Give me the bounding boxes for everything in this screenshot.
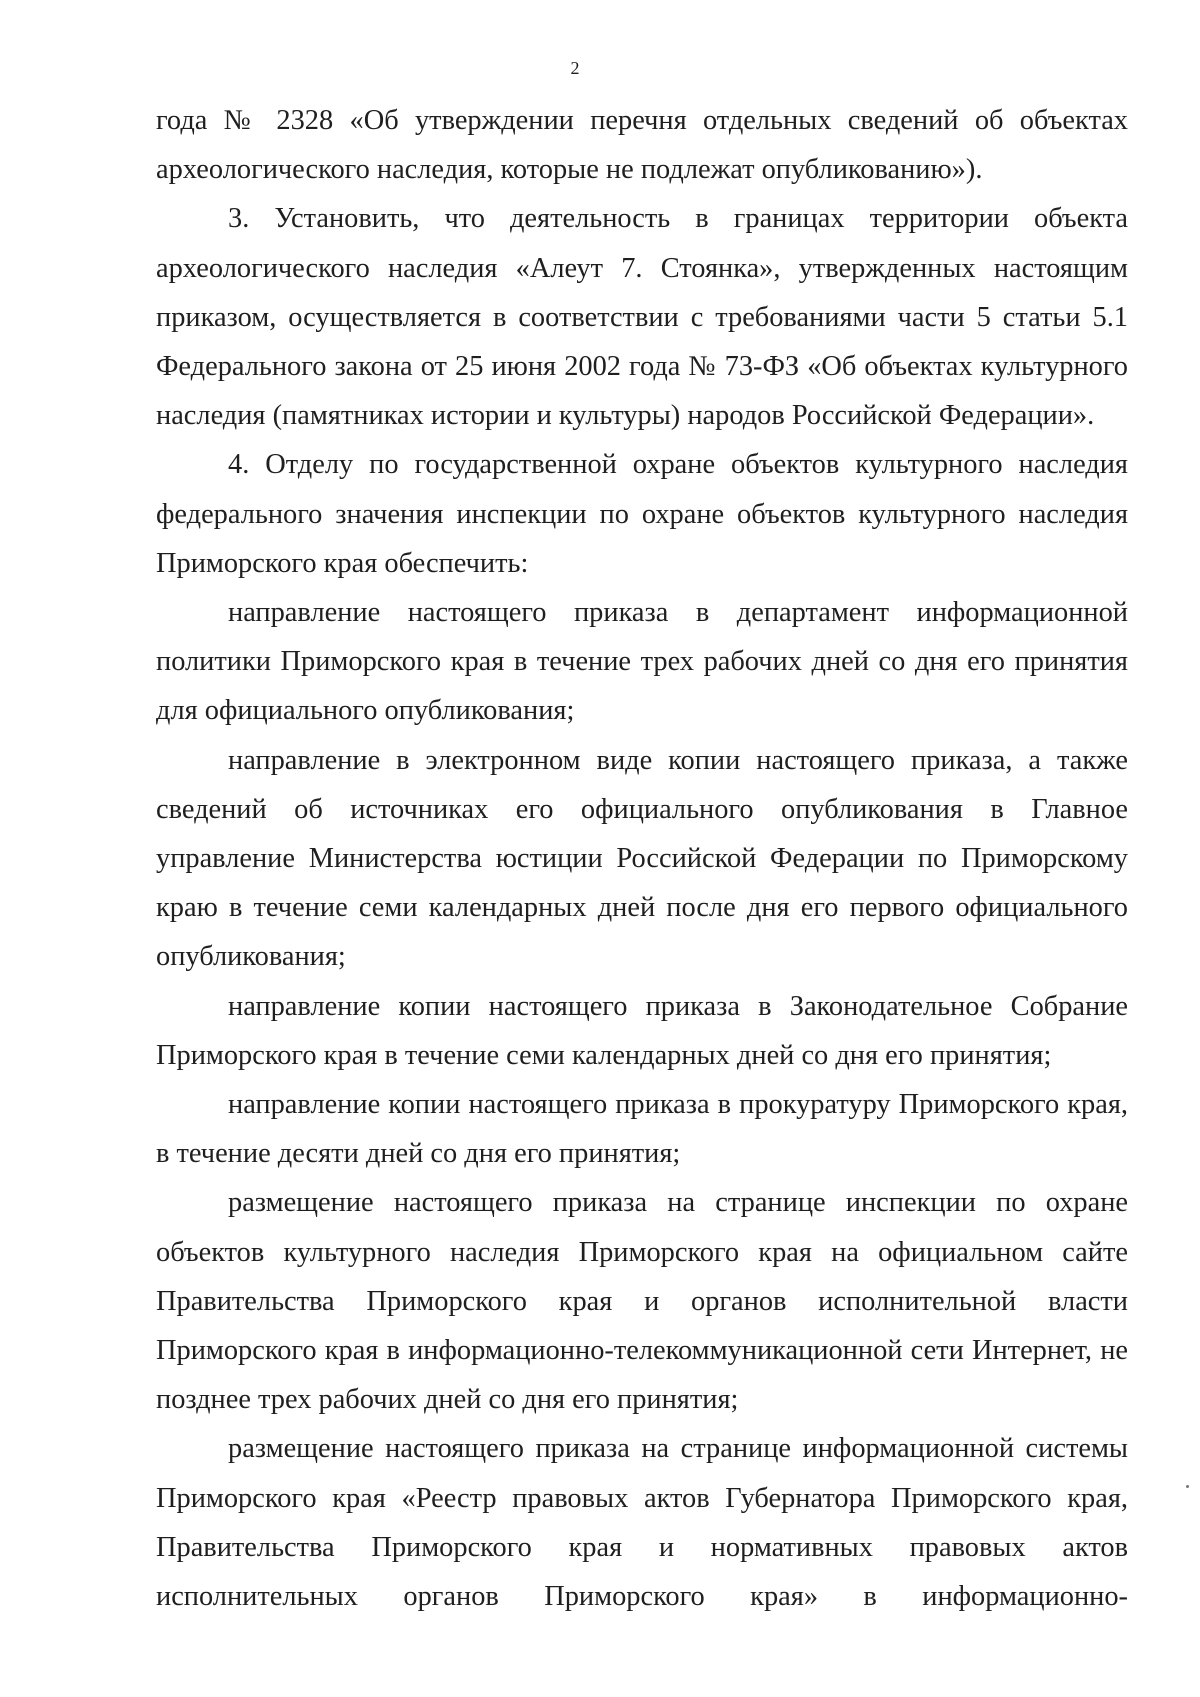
document-body xyxy=(156,96,1128,1621)
paragraph-legislative-assembly: направление копии настоящего приказа в Законодательное Собрание Приморского края в течение семи календарных дней со дня его принятия; xyxy=(156,990,1128,1071)
paragraph-ministry-of-justice: направление в электронном виде копии настоящего приказа, а также сведений об источниках его официального опубликования в Главное управление Министерства юстиции Российской Федерации по Приморскому краю в течение семи календарных дней после дня его первого официального опубликования; xyxy=(156,744,1128,973)
paragraph-official-website: размещение настоящего приказа на странице инспекции по охране объектов культурного наследия Приморского края на официальном сайте Правительства Приморского края и органов исполнительной власти Приморского края в информационно-телекоммуникационной сети Интернет, не позднее трех рабочих дней со дня его принятия; xyxy=(156,1187,1128,1416)
paragraph-prosecutor-office: направление копии настоящего приказа в прокуратуру Приморского края, в течение десяти дней со дня его принятия; xyxy=(156,1089,1128,1170)
page-number: 2 xyxy=(570,58,580,78)
paragraph-publication-department: направление настоящего приказа в департамент информационной политики Приморского края в течение трех рабочих дней со дня его принятия для официального опубликования; xyxy=(156,597,1128,727)
paragraph-legal-acts-registry: размещение настоящего приказа на странице информационной системы Приморского края «Реестр правовых актов Губернатора Приморского края, Правительства Приморского края и нормативных правовых актов исполнительных органов Приморского края» в информационно- xyxy=(156,1433,1128,1613)
paragraph-item-4: 4. Отделу по государственной охране объектов культурного наследия федерального значения инспекции по охране объектов культурного наследия Приморского края обеспечить: xyxy=(156,449,1128,579)
paragraph-continuation: года № 2328 «Об утверждении перечня отдельных сведений об объектах археологического наследия, которые не подлежат опубликованию»). xyxy=(156,105,1128,186)
scan-speck xyxy=(1186,1485,1189,1488)
paragraph-item-3: 3. Установить, что деятельность в границах территории объекта археологического наследия «Алеут 7. Стоянка», утвержденных настоящим приказом, осуществляется в соответствии с требованиями части 5 статьи 5.1 Федерального закона от 25 июня 2002 года № 73-ФЗ «Об объектах культурного наследия (памятниках истории и культуры) народов Российской Федерации». xyxy=(156,203,1128,432)
